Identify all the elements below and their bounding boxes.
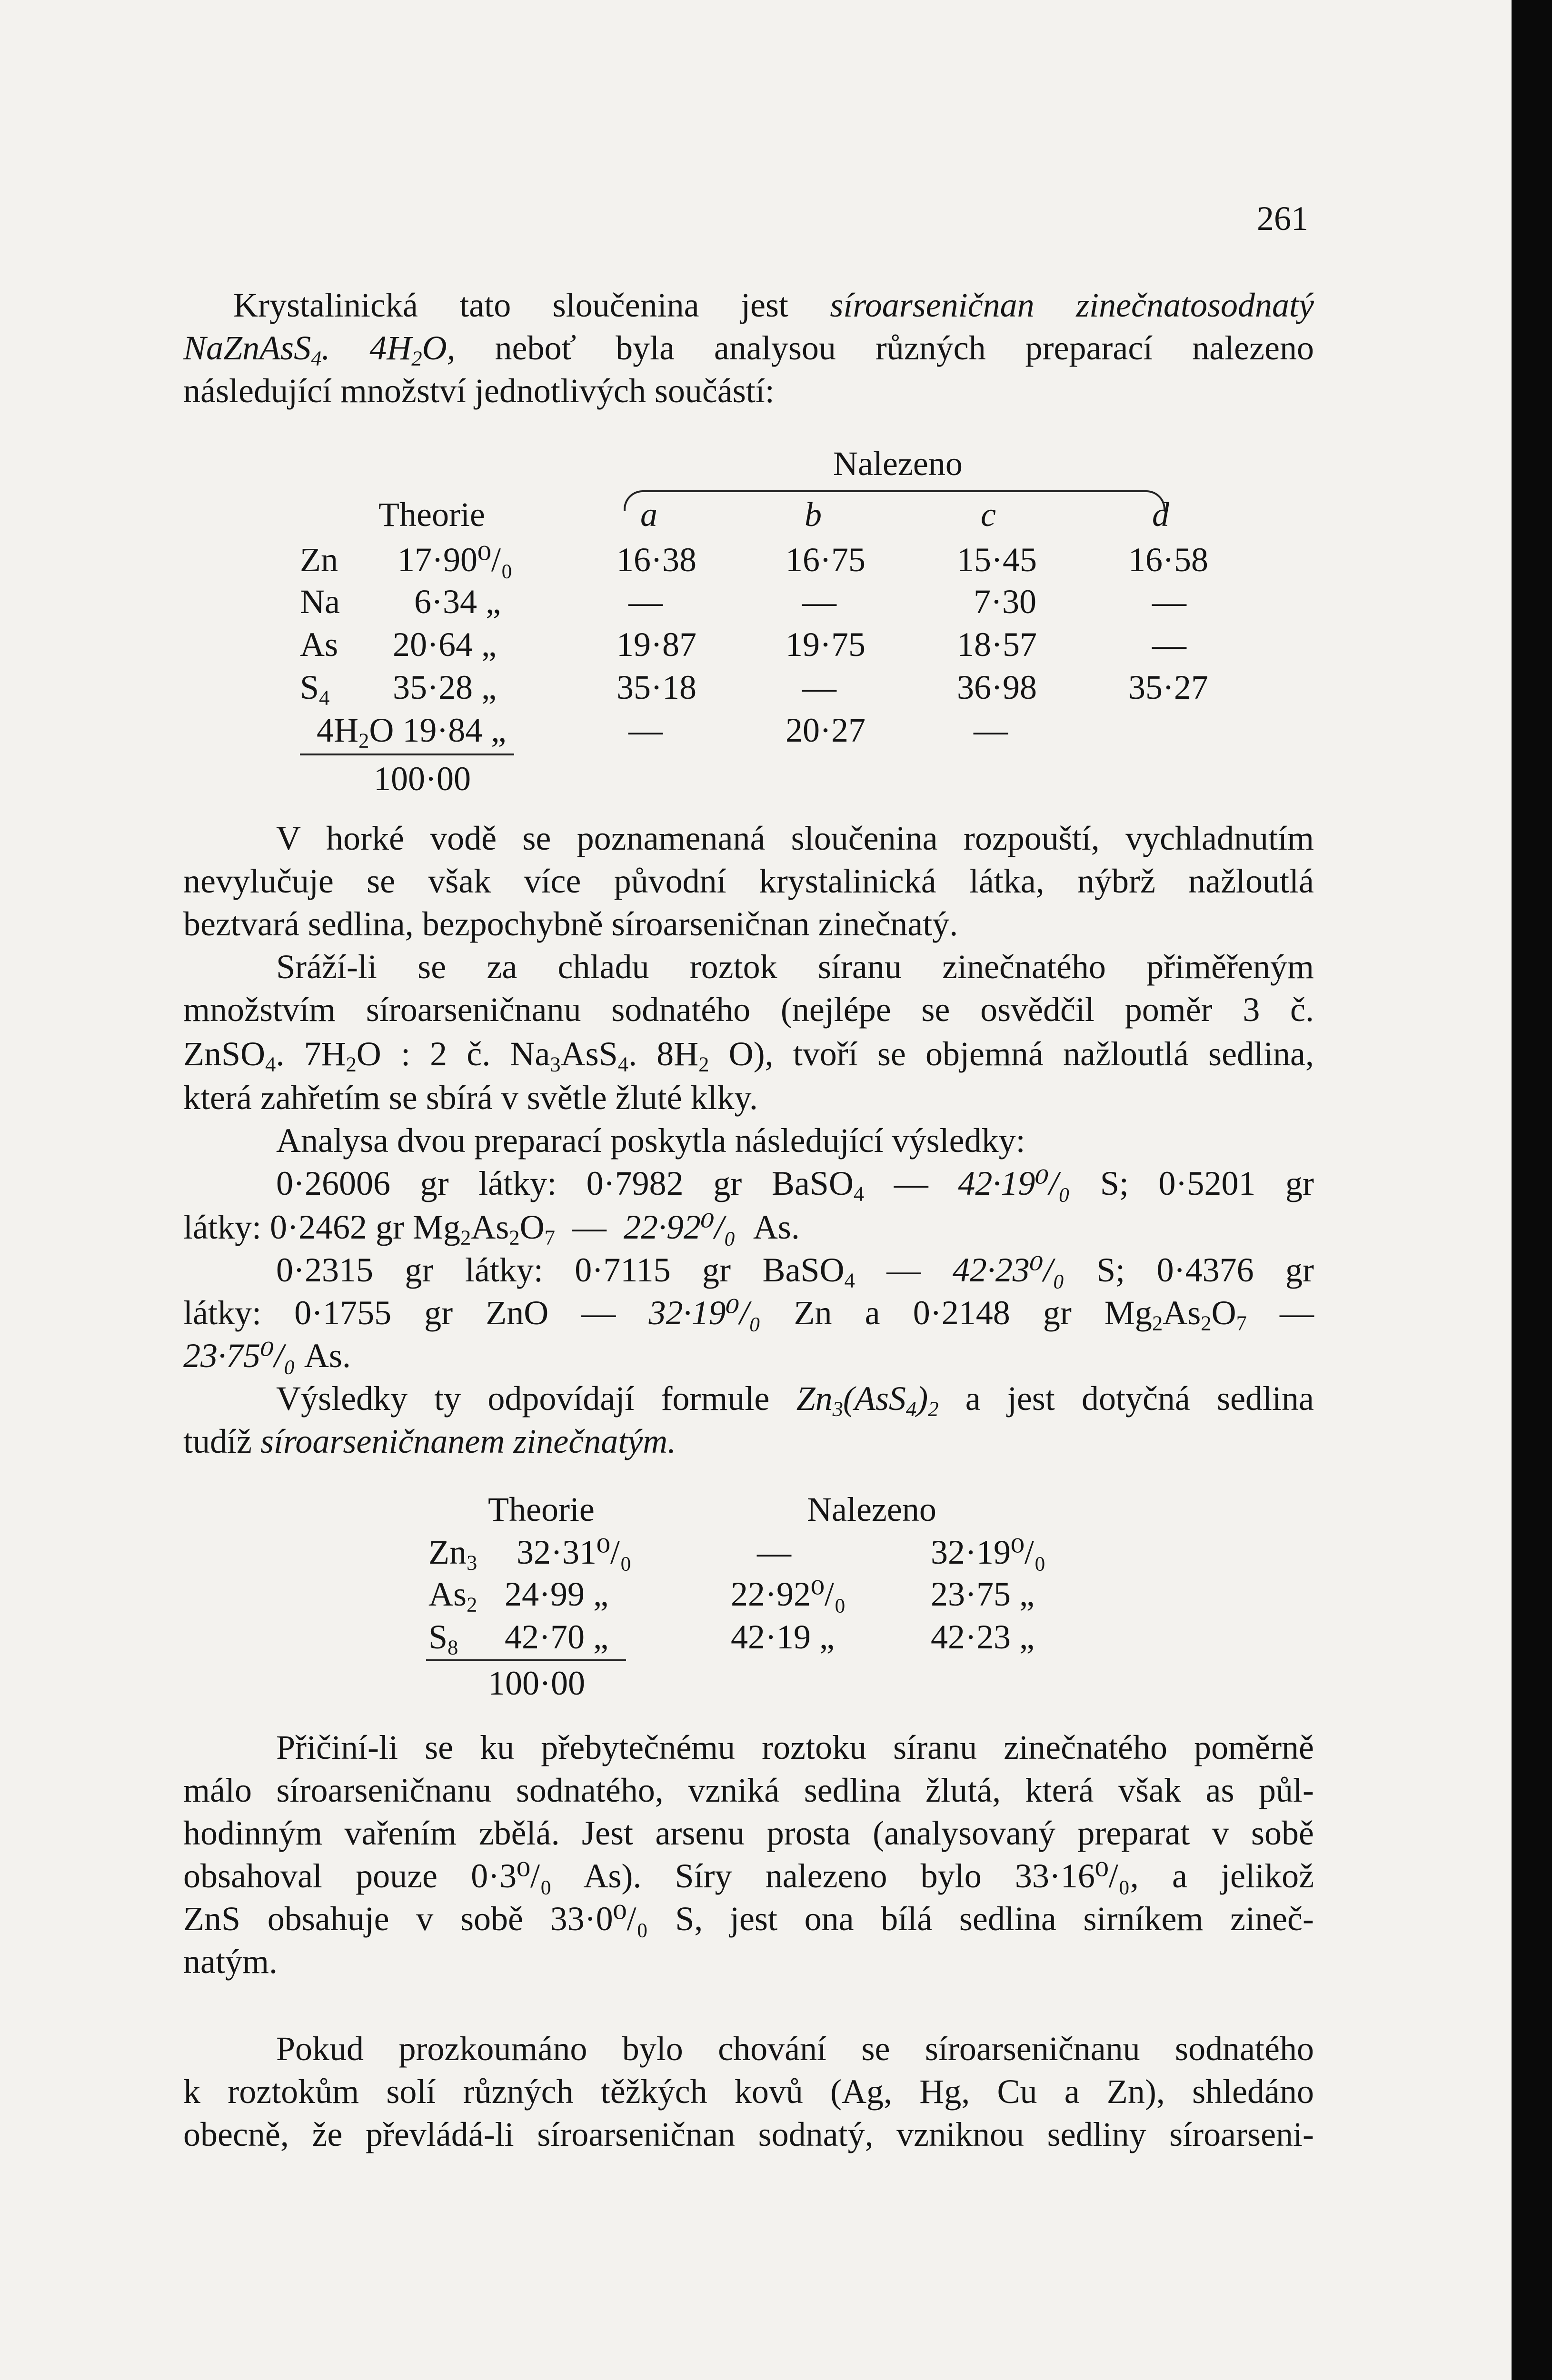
table1-row-theory: 35·28 „ <box>393 668 497 706</box>
table1-cell: — <box>1152 625 1186 664</box>
table1-cell: — <box>802 583 836 621</box>
table2-cell: 32·19⁰/₀ <box>931 1533 1046 1571</box>
table2-theorie-header: Theorie <box>488 1490 595 1528</box>
table1-cell: — <box>974 711 1008 749</box>
table1-col-a: a <box>640 496 657 534</box>
paragraph-2-line-1: V horké vodě se poznamenaná sloučenina rozpouští, vychladnutím <box>276 819 1314 857</box>
table1-cell: 35·27 <box>1128 668 1208 706</box>
paragraph-6-line-1: Přičiní-li se ku přebytečnému roztoku síranu zinečnatého poměrně <box>276 1728 1314 1766</box>
table2-row-theory: 42·70 „ <box>505 1618 608 1656</box>
paragraph-6-line-5: ZnS obsahuje v sobě 33·0⁰/₀ S, jest ona bílá sedlina sirníkem zineč- <box>183 1900 1314 1938</box>
table1-row-element: $S_4$ <box>300 668 330 710</box>
table1-row-theory: $4H_2O$ 19·84 „ <box>317 711 507 753</box>
paragraph-3-line-3 <box>183 1035 1314 1076</box>
text: neboť byla analysou různých preparací nalezeno <box>495 329 1314 367</box>
table2-row-element: $Zn_3$ <box>428 1533 478 1575</box>
paragraph-7-line-1: Pokud prozkoumáno bylo chování se síroarseničnanu sodnatého <box>276 2030 1314 2068</box>
table2-total: 100·00 <box>488 1664 585 1702</box>
table2-cell: 42·23 „ <box>931 1618 1035 1656</box>
table2-row-theory: 24·99 „ <box>505 1575 608 1613</box>
table1-cell: 35·18 <box>617 668 696 706</box>
paragraph-7-line-3: obecně, že převládá-li síroarseničnan sodnatý, vzniknou sedliny síroarseni- <box>183 2115 1314 2153</box>
paragraph-1-line-1 <box>233 288 1314 322</box>
table2-cell: — <box>757 1533 791 1571</box>
paragraph-4-line-5: látky: 0·1755 gr ZnO — 32·19⁰/₀ Zn a 0·2148 gr $Mg_2As_2O_7$ — <box>183 1294 1314 1335</box>
table1-row-theory: 6·34 „ <box>414 583 501 621</box>
paragraph-4-line-2: 0·26006 gr látky: 0·7982 gr BaSO$_4$ — 42·19⁰/₀ S; 0·5201 gr <box>276 1164 1314 1206</box>
paragraph-7-line-2: k roztokům solí různých těžkých kovů (Ag, Hg, Cu a Zn), shledáno <box>183 2073 1314 2111</box>
table1-col-b: b <box>805 496 822 534</box>
table1-col-c: c <box>981 496 996 534</box>
table1-group-bracket <box>624 490 1165 511</box>
paragraph-1-line-2 <box>183 329 1314 370</box>
scan-edge <box>1512 0 1552 2380</box>
table1-col-d: d <box>1152 496 1169 534</box>
table1-cell: 20·27 <box>786 711 866 749</box>
table1-cell: 16·58 <box>1128 541 1208 579</box>
paragraph-4-line-6: 23·75⁰/₀ As. <box>183 1337 351 1375</box>
table2-row-theory: 32·31⁰/₀ <box>517 1533 632 1571</box>
paragraph-5-line-2: tudíž síroarseničnanem zinečnatým. <box>183 1422 677 1460</box>
paragraph-2-line-3: beztvará sedlina, bezpochybně síroarseničnan zinečnatý. <box>183 905 958 943</box>
paragraph-6-line-2: málo síroarseničnanu sodnatého, vzniká sedlina žlutá, která však as půl- <box>183 1771 1314 1809</box>
table1-cell: — <box>802 668 836 706</box>
table1-group-header: Nalezeno <box>833 445 963 483</box>
table1-row-element: As <box>300 625 338 664</box>
table1-cell: 16·38 <box>617 541 696 579</box>
table1-cell: — <box>628 583 663 621</box>
paragraph-3-line-2: množstvím síroarseničnanu sodnatého (nejlépe se osvědčil poměr 3 č. <box>183 991 1314 1029</box>
paragraph-2-line-2: nevylučuje se však více původní krystalinická látka, nýbrž nažloutlá <box>183 862 1314 900</box>
paragraph-3-line-4: která zahřetím se sbírá v světle žluté klky. <box>183 1079 758 1117</box>
table1-cell: 36·98 <box>957 668 1037 706</box>
page-number: 261 <box>1257 199 1308 238</box>
table2-row-element: $As_2$ <box>428 1575 478 1616</box>
table1-row-element: Na <box>300 583 340 621</box>
table1-cell: 19·87 <box>617 625 696 664</box>
table2-sum-rule <box>426 1659 626 1661</box>
table2-cell: 23·75 „ <box>931 1575 1035 1613</box>
table2-row-element: $S_8$ <box>428 1618 458 1659</box>
formula: ZnSO$_4$. $7H_2O$ : 2 č. $Na_3AsS_4$. $8H_2$ <box>183 1035 709 1076</box>
table1-theorie-header: Theorie <box>378 496 485 534</box>
table2-cell: 22·92⁰/₀ <box>731 1575 846 1613</box>
table1-cell: 19·75 <box>786 625 866 664</box>
table1-cell: 7·30 <box>974 583 1036 621</box>
paragraph-3-line-1: Sráží-li se za chladu roztok síranu zinečnatého přiměřeným <box>276 948 1314 986</box>
table1-row-theory: 20·64 „ <box>393 625 497 664</box>
paragraph-6-line-6: natým. <box>183 1943 278 1981</box>
table1-cell: — <box>1152 583 1186 621</box>
text: O), tvoří se objemná nažloutlá sedlina, <box>728 1035 1314 1073</box>
table2-nalezeno-header: Nalezeno <box>807 1490 936 1528</box>
paragraph-5-line-1: Výsledky ty odpovídají formule $Zn_3(AsS_4)_2$ a jest dotyčná sedlina <box>276 1379 1314 1421</box>
formula: NaZnAsS$_4$. $4H_2O$, <box>183 329 456 370</box>
table1-cell: 15·45 <box>957 541 1037 579</box>
table1-row-element: Zn <box>300 541 338 579</box>
paragraph-4-line-4: 0·2315 gr látky: 0·7115 gr BaSO$_4$ — 42·23⁰/₀ S; 0·4376 gr <box>276 1251 1314 1292</box>
table2-cell: 42·19 „ <box>731 1618 835 1656</box>
compound-name: síroarseničnan zinečnatosodnatý <box>830 286 1314 324</box>
paragraph-4-line-3: látky: 0·2462 gr $Mg_2As_2O_7$ — 22·92⁰/₀ As. <box>183 1208 800 1250</box>
table1-cell: 16·75 <box>786 541 866 579</box>
paragraph-1-line-3: následující množství jednotlivých součástí: <box>183 372 775 410</box>
paragraph-4-line-1: Analysa dvou preparací poskytla následující výsledky: <box>276 1121 1025 1160</box>
paragraph-6-line-4: obsahoval pouze 0·3⁰/₀ As). Síry nalezeno bylo 33·16⁰/₀, a jelikož <box>183 1857 1314 1895</box>
table1-cell: 18·57 <box>957 625 1037 664</box>
table1-cell: — <box>628 711 663 749</box>
table1-row-theory: 17·90⁰/₀ <box>398 541 513 579</box>
table1-sum-rule <box>300 754 514 755</box>
text: Krystalinická tato sloučenina jest <box>233 286 788 324</box>
paragraph-6-line-3: hodinným vařením zbělá. Jest arsenu prosta (analysovaný preparat v sobě <box>183 1814 1314 1852</box>
table1-total: 100·00 <box>374 760 471 798</box>
